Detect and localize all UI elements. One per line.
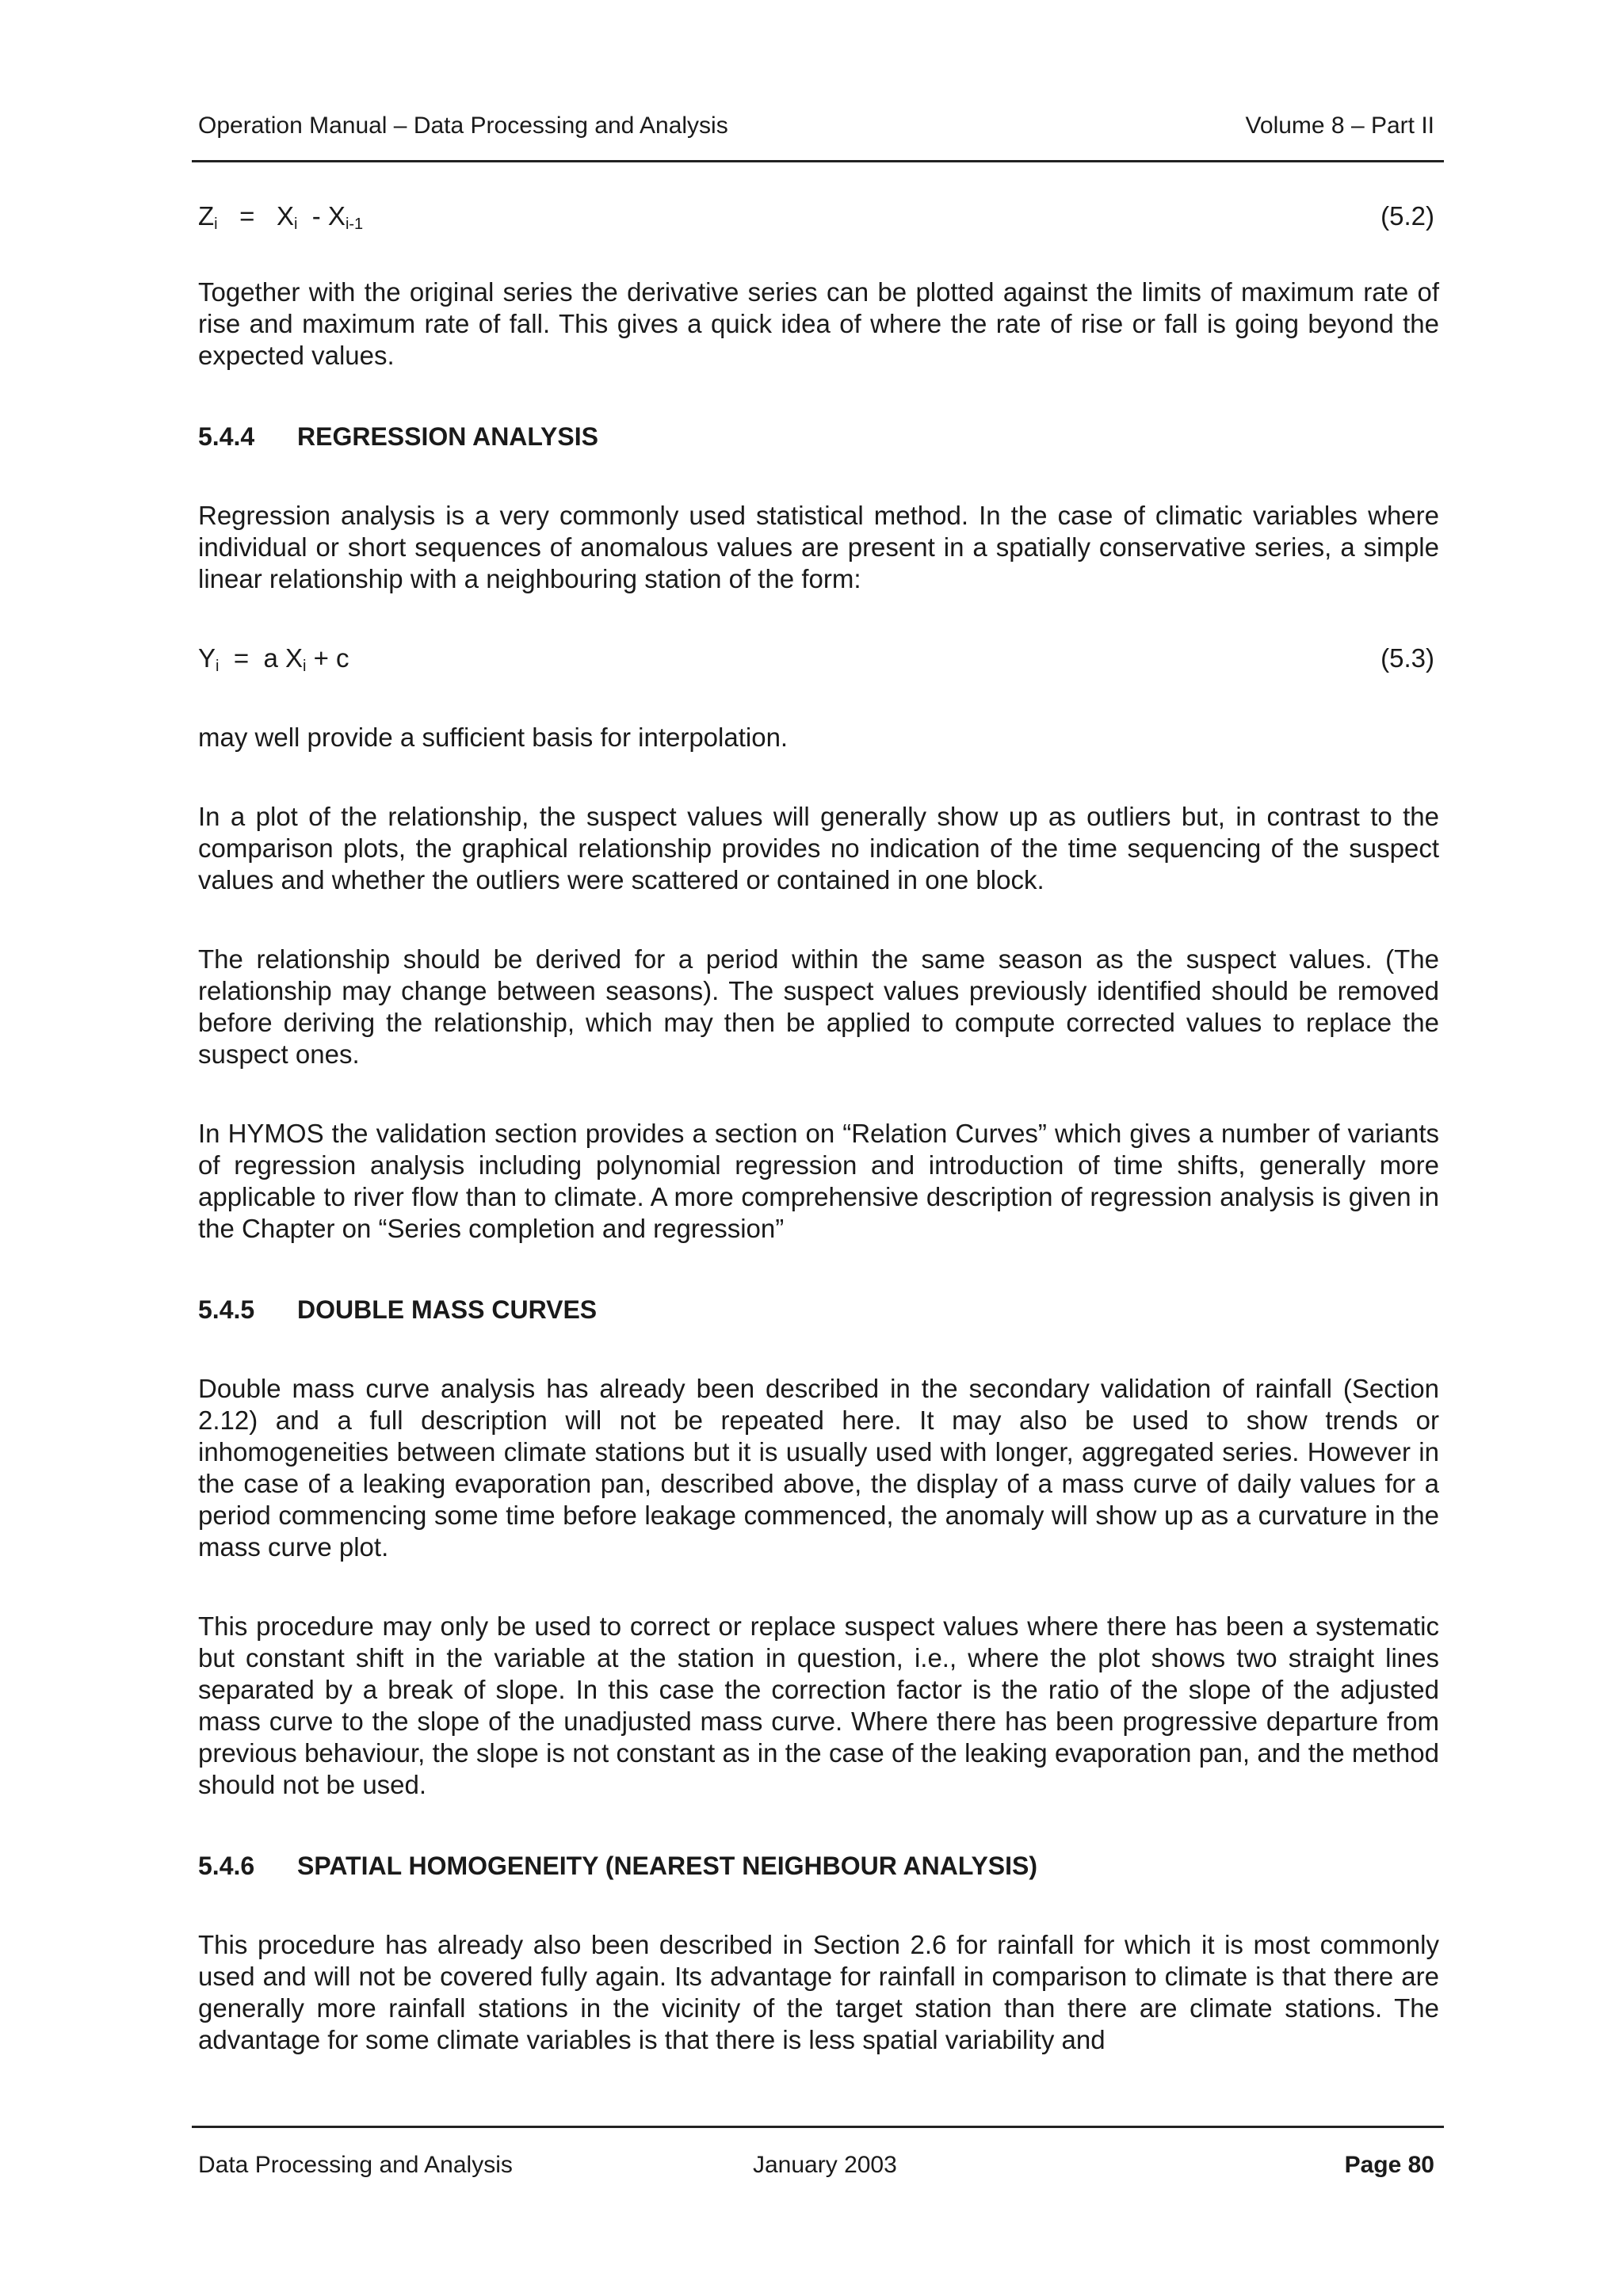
paragraph: In a plot of the relationship, the suspect values will generally show up as outliers but, in contrast to the comparison plots, the graphical relationship provides no indication of the time sequencing of the suspect values and whether the outliers were scattered or contained in one block. xyxy=(198,802,1439,894)
eq-var-y: Y xyxy=(198,643,216,673)
header-volume: Volume 8 – Part II xyxy=(1245,113,1434,139)
page-body xyxy=(198,189,1439,2056)
heading-number: 5.4.6 xyxy=(198,1852,255,1880)
equation-number: (5.2) xyxy=(1381,201,1434,231)
paragraph: This procedure may only be used to correct or replace suspect values where there has been a systematic but constant shift in the variable at the station in question, i.e., where the plot shows two straight lines separated by a break of slope. In this case the correction factor is the ratio of the slope of the adjusted mass curve to the slope of the unadjusted mass curve. Where there has been progressive departure from previous behaviour, the slope is not constant as in the case of the leaking evaporation pan, and the method should not be used. xyxy=(198,1611,1439,1799)
eq-equals: = xyxy=(239,201,255,231)
paragraph: may well provide a sufficient basis for interpolation. xyxy=(198,723,789,752)
paragraph: This procedure has already also been described in Section 2.6 for rainfall for which it is most commonly used and will not be covered fully again. Its advantage for rainfall in comparison to climate is that there are generally more rainfall stations in the vicinity of the target station than there are climate stations. The advantage for some climate variables is that there is less spatial variability and xyxy=(198,1930,1439,2054)
eq-subscript: i xyxy=(216,658,220,675)
eq-subscript: i xyxy=(293,215,298,233)
heading-title: SPATIAL HOMOGENEITY (NEAREST NEIGHBOUR ANALYSIS) xyxy=(297,1852,1038,1880)
header-title: Operation Manual – Data Processing and Analysis xyxy=(198,113,728,139)
equation-5-2 xyxy=(198,200,1439,232)
heading-number: 5.4.4 xyxy=(198,422,255,451)
paragraph: In HYMOS the validation section provides a section on “Relation Curves” which gives a number of variants of regression analysis including polynomial regression and introduction of time shifts, generally more applicable to river flow than to climate. A more comprehensive description of regression analysis is given in the Chapter on “Series completion and regression” xyxy=(198,1119,1439,1243)
paragraph: Regression analysis is a very commonly used statistical method. In the case of climatic variables where individual or short sequences of anomalous values are present in a spatially conservative series, a simple linear relationship with a neighbouring station of the form: xyxy=(198,501,1439,593)
eq-var-x: X xyxy=(276,201,294,231)
eq-subscript: i xyxy=(302,658,307,675)
section-heading-5-4-6 xyxy=(198,1850,1439,1882)
section-heading-5-4-5 xyxy=(198,1294,1439,1325)
eq-subscript: i-1 xyxy=(345,215,364,233)
heading-title: REGRESSION ANALYSIS xyxy=(297,422,598,451)
section-heading-5-4-4 xyxy=(198,421,1439,452)
heading-number: 5.4.5 xyxy=(198,1295,255,1324)
eq-var-z: Z xyxy=(198,201,215,231)
eq-term xyxy=(198,201,218,231)
page-number: Page 80 xyxy=(1344,2152,1434,2178)
paragraph: The relationship should be derived for a period within the same season as the suspect values. (The relationship may change between seasons). The suspect values previously identified should be removed before deriving the relationship, which may then be applied to compute corrected values to replace the suspect ones. xyxy=(198,944,1439,1069)
equation-5-3 xyxy=(198,643,1439,674)
paragraph: Double mass curve analysis has already been described in the secondary validation of rainfall (Section 2.12) and a full description will not be repeated here. It may also be used to show trends or inhomogeneities between climate stations but it is usually used with longer, aggregated series. However in the case of a leaking evaporation pan, described above, the display of a mass curve of daily values for a period commencing some time before leakage commenced, the anomaly will show up as a curvature in the mass curve plot. xyxy=(198,1374,1439,1562)
equation-number: (5.3) xyxy=(1381,643,1434,673)
header-rule xyxy=(192,160,1444,162)
eq-term-ax: a X xyxy=(263,643,303,673)
footer-date: January 2003 xyxy=(753,2152,897,2178)
footer-title: Data Processing and Analysis xyxy=(198,2152,513,2178)
paragraph: Together with the original series the derivative series can be plotted against the limits of maximum rate of rise and maximum rate of fall. This gives a quick idea of where the rate of rise or fall is going beyond the expected values. xyxy=(198,277,1439,370)
eq-subscript: i xyxy=(214,215,218,233)
page-header xyxy=(198,113,1434,147)
heading-title: DOUBLE MASS CURVES xyxy=(297,1295,598,1324)
footer-rule xyxy=(192,2126,1444,2128)
eq-equals: = xyxy=(233,643,250,673)
page-footer xyxy=(198,2152,1434,2187)
eq-minus: - xyxy=(311,201,321,231)
eq-constant: + c xyxy=(313,643,349,673)
eq-var-x-prev: X xyxy=(327,201,346,231)
